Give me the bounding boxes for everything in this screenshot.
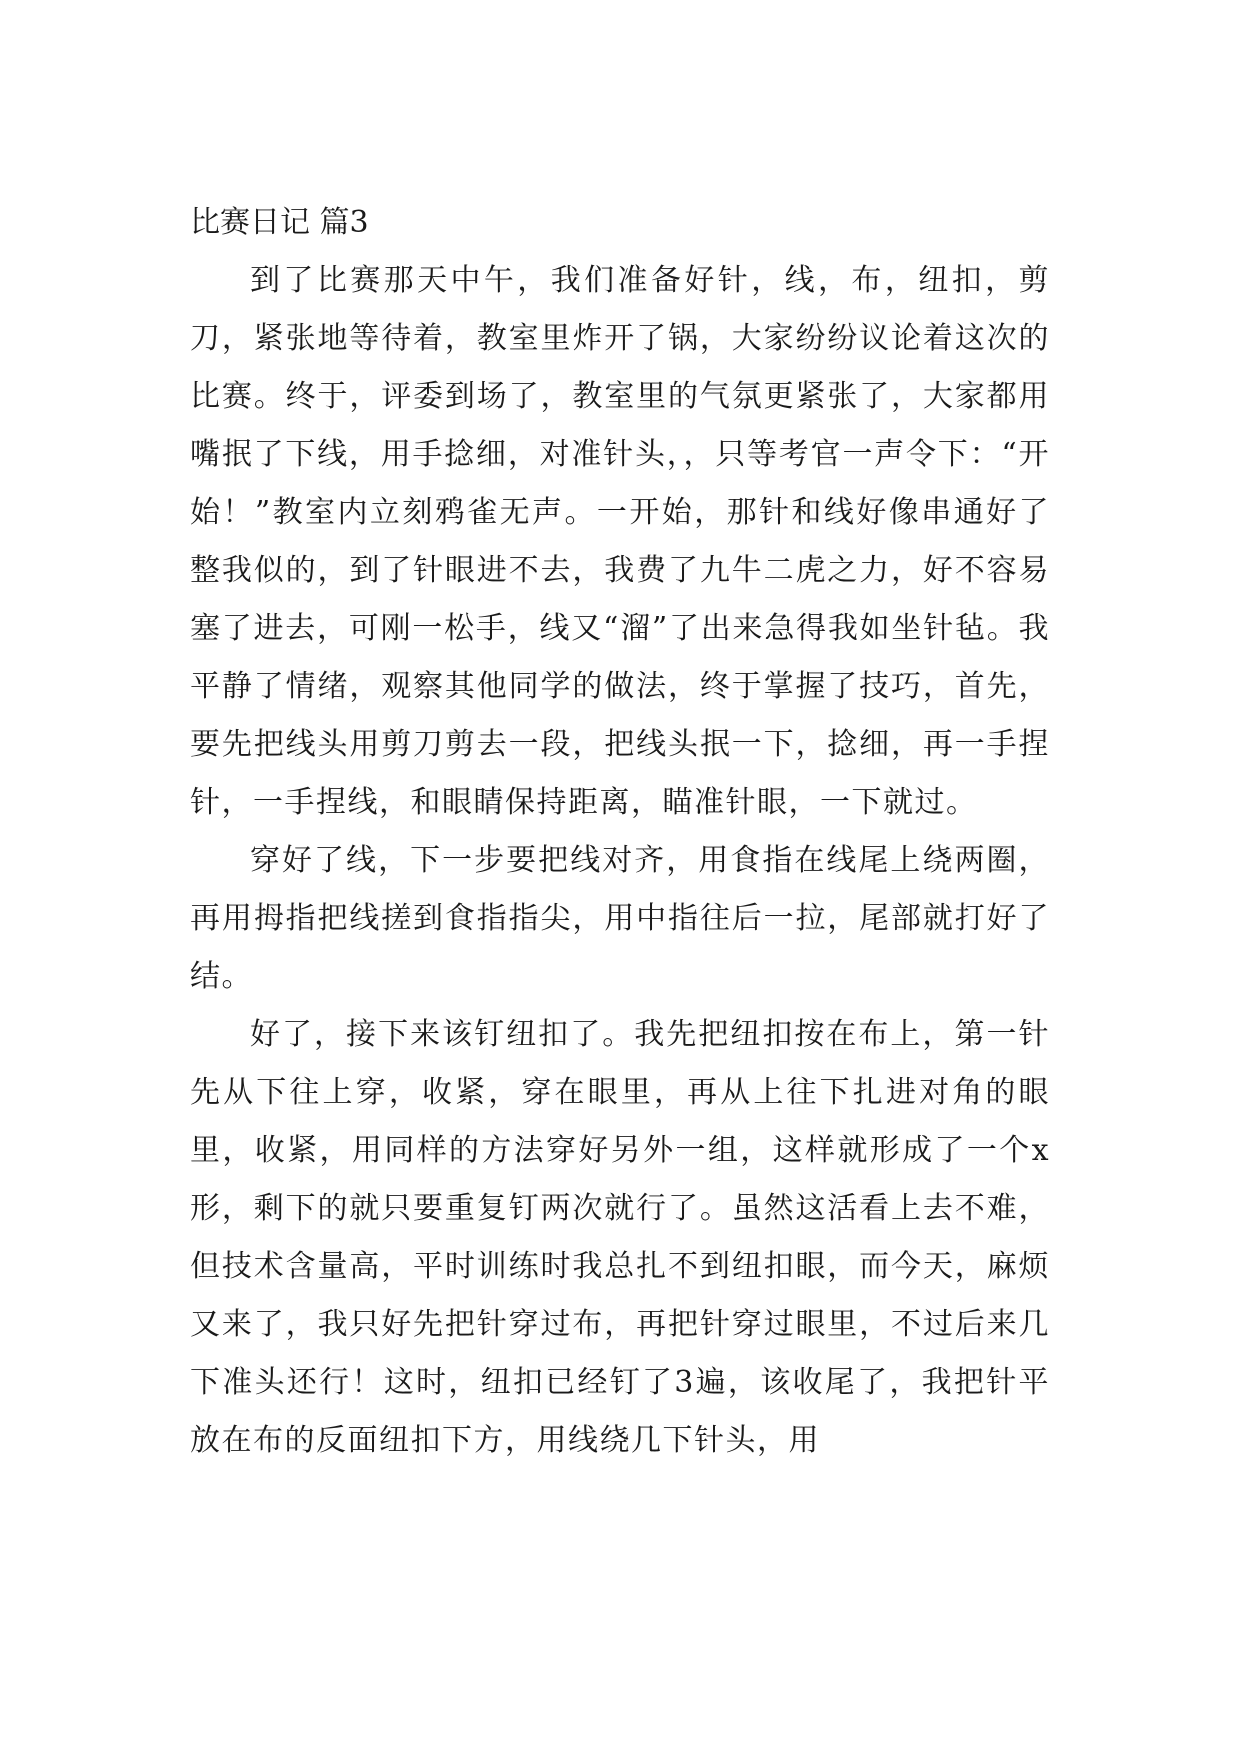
document-body: [190, 194, 1050, 1470]
paragraph-2: 穿好了线，下一步要把线对齐，用食指在线尾上绕两圈，再用拇指把线搓到食指指尖，用中指往后一拉，尾部就打好了结。: [190, 843, 1050, 994]
document-title: 比赛日记 篇3: [190, 205, 369, 240]
paragraph-3: 好了，接下来该钉纽扣了。我先把纽扣按在布上，第一针先从下往上穿，收紧，穿在眼里，再从上往下扎进对角的眼里，收紧，用同样的方法穿好另外一组，这样就形成了一个x形，剩下的就只要重复钉两次就行了。虽然这活看上去不难，但技术含量高，平时训练时我总扎不到纽扣眼，而今天，麻烦又来了，我只好先把针穿过布，再把针穿过眼里，不过后来几下准头还行！这时，纽扣已经钉了3遍，该收尾了，我把针平放在布的反面纽扣下方，用线绕几下针头，用: [190, 1017, 1050, 1458]
paragraph-1: 到了比赛那天中午，我们准备好针，线，布，纽扣，剪刀，紧张地等待着，教室里炸开了锅，大家纷纷议论着这次的比赛。终于，评委到场了，教室里的气氛更紧张了，大家都用嘴抿了下线，用手捻细，对准针头，，只等考官一声令下：“开始！”教室内立刻鸦雀无声。一开始，那针和线好像串通好了整我似的，到了针眼进不去，我费了九牛二虎之力，好不容易塞了进去，可刚一松手，线又“溜”了出来急得我如坐针毡。我平静了情绪，观察其他同学的做法，终于掌握了技巧，首先，要先把线头用剪刀剪去一段，把线头抿一下，捻细，再一手捏针，一手捏线，和眼睛保持距离，瞄准针眼，一下就过。: [190, 263, 1050, 820]
